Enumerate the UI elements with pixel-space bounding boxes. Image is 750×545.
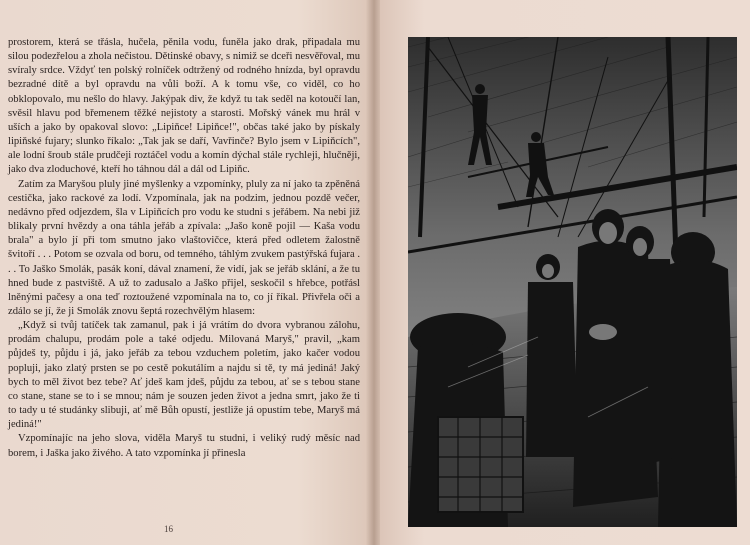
body-text xyxy=(8,36,360,461)
left-page xyxy=(0,0,372,545)
paragraph: Zatím za Maryšou pluly jiné myšlenky a vzpomínky, pluly za ní jako ta zpěněná cestička, jako rackové za lodí. Vzpomínala, jak na podzim, jednou pozdě večer, nedávno před odjezdem, šla v Lipiňcích pro vodu ke studni s jeřábem. Na nebi již blikaly první hvězdy a ona táhla jeřáb a zpívala: „Jašo koně pojil — Kaša vodu brala" a bylo jí při tom smutno jako vlaštovičce, která před odletem žalostně švitoří . . . Potom se ozvala od boru, od temného, táhlým zvukem pastýřská fujara . . . To Jaško Smolák, pasák koní, dával znamení, že vidí, jak se jeřáb sklání, a že tu hned bude z pastviště. A už to zadusalo a Jaško přijel, seskočil s hřebce, potřásl lněnými pačesy a ona teď roztoužené vzpomínala na to, co jí říkal. Přivřela oči a zdálo se jí, že ji Smolák znovu šeptá rozechvělým hlasem: xyxy=(8,178,360,317)
page-number: 16 xyxy=(164,524,173,534)
ship-deck-illustration xyxy=(408,37,737,527)
paragraph: prostorem, která se třásla, hučela, pěnila vodu, funěla jako drak, připadala mu silou podezřelou a zhola nečistou. Dětinské obavy, s nimiž se dceři nesvěřoval, mu svíraly srdce. Vždyť ten polský rolníček odtržený od rodného hnízda, byl opravdu bezradné dítě a byl opravdu na vůli boží. A k tomu vše, co viděl, co ho obklopovalo, mu nešlo do hlavy. Jakýpak div, že když tu tak seděl na kotoučí lan, svěsil hlavu pod břemenem těžké nejistoty a starosti. Mořský vánek mu hrál v uších a jako by opakoval slovo: „Lipiňce! Lipiňce!", občas také jako by pískaly lipiňské fujary; slunko říkalo: „Tak jak se daří, Vavřinče? Bylo jsem v Lipiňcích", ale lodní šroub stále prudčeji roztáčel vodu a komín dýchal stále rychleji, hlučněji, jako dva zloduchové, kteří ho táhnou dál a dál od Lipiňc. xyxy=(8,37,360,176)
lithograph-drawing xyxy=(408,37,737,527)
paragraph: „Když si tvůj tatíček tak zamanul, pak i já vrátím do dvora vybranou zálohu, prodám chalupu, prodám pole a také odjedu. Milovaná Maryš," pravil, „kam půjdeš ty, půjdu i já, jako jeřáb za tebou vzduchem poletím, jako kačer vodou popluji, jako zlatý prsten se po cestě pokutálím a najdu si tě, ty má jediná! Jaký bych to měl život bez tebe? Ať jdeš kam jdeš, půjdu za tebou, ať se s tebou stane co stane, stane se to i se mnou; nám je souzen jeden život a jedna smrt, jako že ti to tady u té studánky slibuji, ať mě Bůh opustí, jestliže já opustím tebe, Maryš má jediná!" xyxy=(8,320,360,431)
paragraph: Vzpomínajíc na jeho slova, viděla Maryš tu studni, i veliký rudý měsíc nad borem, i Jaška jako živého. A tato vzpomínka jí přinesla xyxy=(8,433,360,459)
